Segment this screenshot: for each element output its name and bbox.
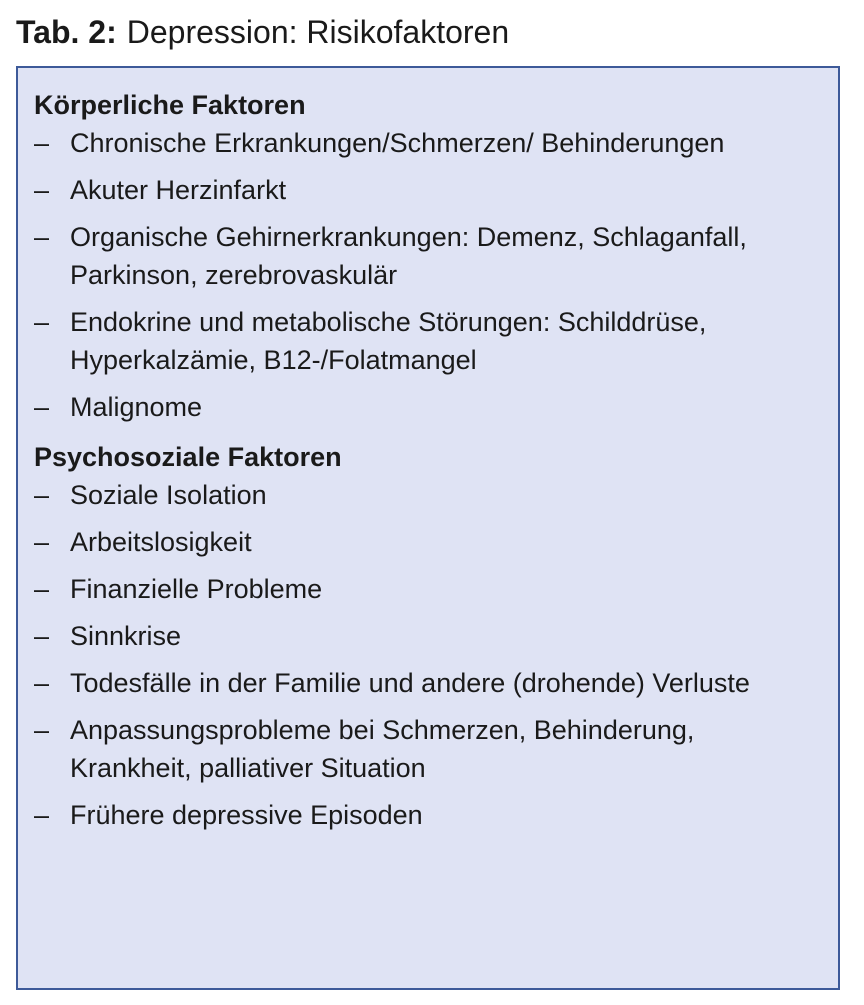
section-psychosoziale-faktoren [34, 440, 822, 834]
list-item-text: Malignome [70, 392, 203, 422]
dash-bullet: – [34, 307, 50, 337]
dash-bullet: – [34, 668, 50, 698]
list-item [34, 796, 822, 834]
list-item-text: Finanzielle Probleme [70, 574, 323, 604]
list-item [34, 617, 822, 655]
dash-bullet: – [34, 480, 50, 510]
list-item-text: Akuter Herzinfarkt [70, 175, 287, 205]
table-number: Tab. 2: [16, 14, 117, 50]
risk-factor-list [34, 476, 822, 834]
section-koerperliche-faktoren [34, 88, 822, 426]
risk-factor-list [34, 124, 822, 426]
dash-bullet: – [34, 128, 50, 158]
list-item-text: Frühere depressive Episoden [70, 800, 423, 830]
list-item-text: Endokrine und metabolische Störungen: Schilddrüse, Hyperkalzämie, B12-/Folatmangel [70, 307, 707, 375]
dash-bullet: – [34, 222, 50, 252]
list-item-text: Soziale Isolation [70, 480, 267, 510]
list-item [34, 523, 822, 561]
list-item-text: Anpassungsprobleme bei Schmerzen, Behinderung, Krankheit, palliativer Situation [70, 715, 695, 783]
list-item-text: Organische Gehirnerkrankungen: Demenz, Schlaganfall, Parkinson, zerebrovaskulär [70, 222, 747, 290]
risk-factor-box [16, 66, 840, 990]
dash-bullet: – [34, 527, 50, 557]
dash-bullet: – [34, 715, 50, 745]
table-title: Depression: Risikofaktoren [126, 14, 510, 50]
dash-bullet: – [34, 175, 50, 205]
dash-bullet: – [34, 621, 50, 651]
list-item [34, 388, 822, 426]
table-caption [16, 10, 509, 54]
list-item-text: Arbeitslosigkeit [70, 527, 252, 557]
section-heading: Körperliche Faktoren [34, 90, 306, 120]
section-heading: Psychosoziale Faktoren [34, 442, 342, 472]
list-item [34, 218, 822, 294]
list-item-text: Chronische Erkrankungen/Schmerzen/ Behinderungen [70, 128, 725, 158]
list-item-text: Todesfälle in der Familie und andere (drohende) Verluste [70, 668, 750, 698]
dash-bullet: – [34, 574, 50, 604]
dash-bullet: – [34, 392, 50, 422]
list-item [34, 124, 822, 162]
list-item [34, 711, 822, 787]
list-item-text: Sinnkrise [70, 621, 182, 651]
list-item [34, 664, 822, 702]
list-item [34, 171, 822, 209]
list-item [34, 570, 822, 608]
list-item [34, 303, 822, 379]
list-item [34, 476, 822, 514]
dash-bullet: – [34, 800, 50, 830]
